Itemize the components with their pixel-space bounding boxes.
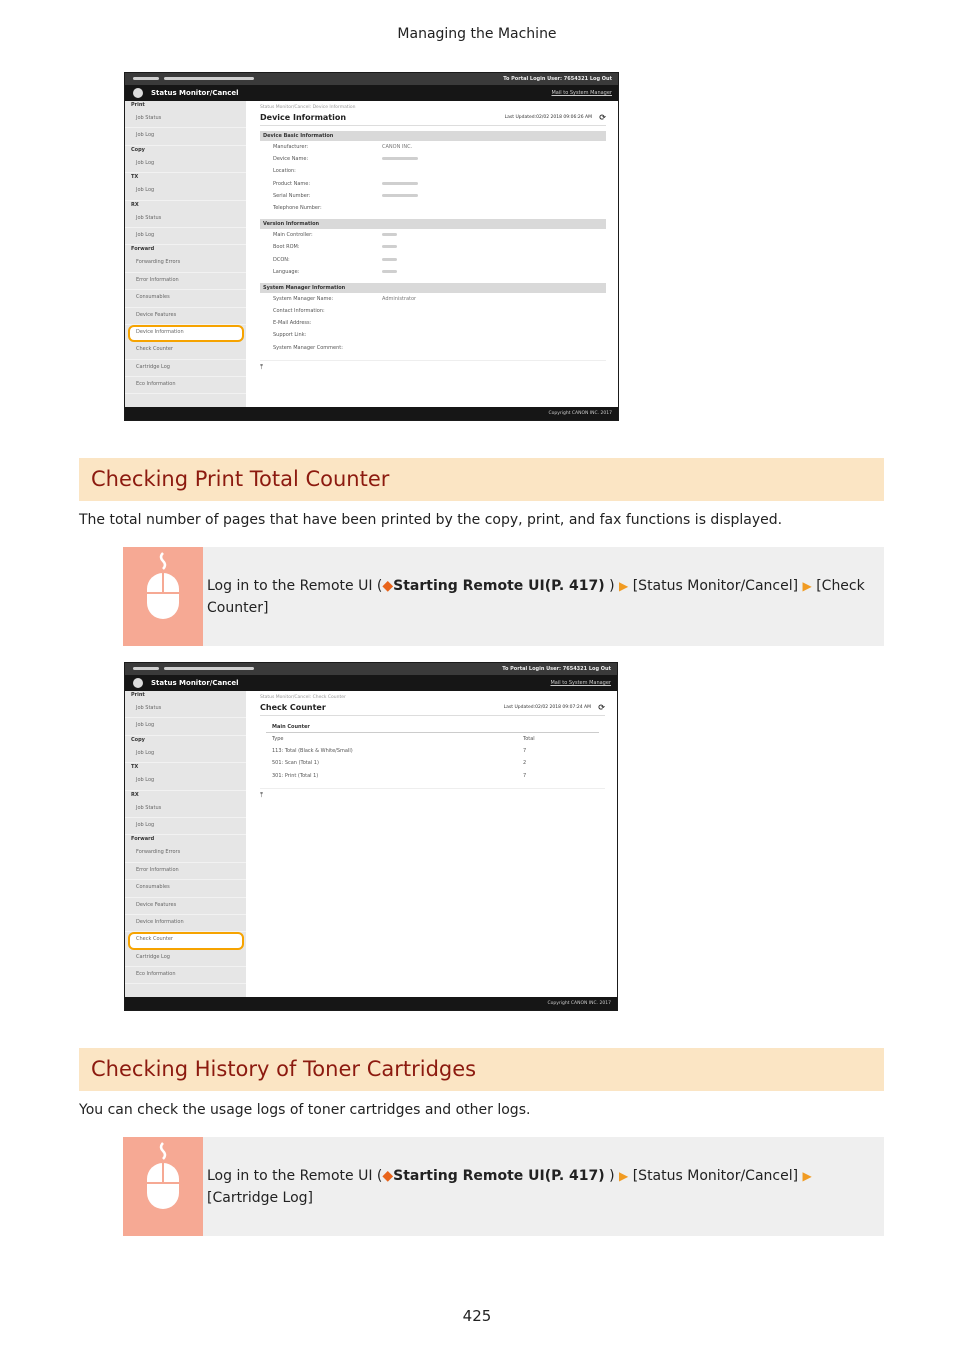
copyright: Copyright CANON INC. 2017 [125, 997, 617, 1010]
remote-ui-screenshot-check-counter [124, 662, 618, 1011]
table-row: 501: Scan (Total 1) 2 [272, 760, 527, 767]
link-arrow-icon: ◆ [382, 578, 394, 594]
sidebar-group: Print [131, 102, 145, 108]
mouse-click-icon [123, 1137, 203, 1236]
sidebar-group: RX [131, 201, 139, 208]
sidebar-group: Forward [131, 836, 155, 843]
procedure-text: Log in to the Remote UI (◆Starting Remote UI(P. 417) ) ▶ [Status Monitor/Cancel] ▶ [Cartridge Log] [207, 1168, 812, 1206]
remote-ui-main [246, 691, 617, 997]
section-title: Checking Print Total Counter [91, 467, 390, 491]
sidebar-item[interactable]: Error Information [125, 863, 246, 880]
remote-ui-topbar-links[interactable]: To Portal Login User: 7654321 Log Out [502, 666, 611, 672]
sidebar-item[interactable]: Job Status [125, 211, 246, 228]
page-number: 425 [462, 1307, 492, 1325]
breadcrumb: Status Monitor/Cancel: Device Information [260, 105, 356, 110]
sidebar-group: Print [131, 692, 145, 698]
info-section-title: System Manager Information [260, 283, 606, 293]
table-row: 113: Total (Black & White/Small) 7 [272, 748, 527, 755]
sidebar-group: TX [131, 174, 139, 181]
status-monitor-icon [133, 88, 143, 98]
info-row: Support Link: [273, 332, 307, 339]
sidebar-item[interactable]: Eco Information [125, 377, 246, 394]
remote-ui-titlebar [125, 85, 618, 101]
sidebar-item[interactable]: Job Log [125, 746, 246, 763]
sidebar-item[interactable]: Eco Information [125, 967, 246, 984]
sidebar-item[interactable]: Device Information [125, 915, 246, 932]
step-arrow-icon: ▶ [802, 1169, 812, 1183]
back-to-top-icon[interactable]: ⤒ [260, 788, 605, 800]
sidebar-item[interactable]: Job Log [125, 156, 246, 173]
table-row: 301: Print (Total 1) 7 [272, 772, 527, 779]
sidebar-item[interactable]: Device Information [128, 325, 244, 342]
sidebar-item[interactable]: Device Features [125, 308, 246, 325]
info-row: E-Mail Address: [273, 320, 312, 327]
info-row: Language: [260, 266, 606, 278]
refresh-icon[interactable]: ⟳ [598, 703, 605, 712]
sidebar-item[interactable]: Job Log [125, 183, 246, 200]
sidebar-item[interactable]: Consumables [125, 290, 246, 307]
copyright: Copyright CANON INC. 2017 [125, 407, 618, 420]
sidebar-item[interactable]: Check Counter [128, 932, 244, 949]
procedure-step [123, 547, 884, 646]
sidebar-group: TX [131, 764, 139, 771]
last-updated: Last Updated:02/02 2018 09:07:24 AM [503, 705, 591, 710]
sidebar-item[interactable]: Job Status [125, 801, 246, 818]
sidebar-item[interactable]: Error Information [125, 273, 246, 290]
procedure-text: Log in to the Remote UI (◆Starting Remote UI(P. 417) ) ▶ [Status Monitor/Cancel] ▶ [Check Counter] [207, 578, 865, 616]
section-heading-print-total [79, 458, 884, 501]
refresh-icon[interactable]: ⟳ [599, 113, 606, 122]
sidebar-group: Copy [131, 146, 145, 153]
info-row: Contact Information: [273, 308, 325, 315]
page-title: Device Information Last Updated:02/02 2018 09:06:26 AM ⟳ [260, 113, 606, 126]
sidebar-group: Forward [131, 246, 155, 253]
info-row: Telephone Number: [273, 204, 322, 211]
page-title: Check Counter Last Updated:02/02 2018 09:07:24 AM ⟳ [260, 703, 605, 716]
sidebar-item[interactable]: Job Status [125, 701, 246, 718]
mouse-click-icon [123, 547, 203, 646]
section-heading-toner-history [79, 1048, 884, 1091]
sidebar-group: Copy [131, 736, 145, 743]
remote-ui-screenshot-device-information [124, 72, 619, 421]
main-counter-title: Main Counter [266, 716, 599, 733]
remote-ui-title: Status Monitor/Cancel [151, 89, 239, 97]
sidebar-item[interactable]: Forwarding Errors [125, 845, 246, 862]
page-header: Managing the Machine [397, 26, 557, 42]
remote-ui-topbar-links[interactable]: To Portal Login User: 7654321 Log Out [503, 76, 612, 82]
info-row: Boot ROM: [260, 241, 606, 253]
remote-ui-sidebar [125, 691, 246, 997]
info-row: System Manager Comment: [273, 344, 343, 351]
sidebar-item[interactable]: Check Counter [125, 342, 246, 359]
remote-ui-topbar [125, 73, 618, 85]
starting-remote-ui-link[interactable]: Starting Remote UI(P. 417) [393, 578, 605, 594]
breadcrumb: Status Monitor/Cancel: Check Counter [260, 695, 346, 700]
step-arrow-icon: ▶ [619, 1169, 629, 1183]
remote-ui-titlebar [125, 675, 617, 691]
section-title: Checking History of Toner Cartridges [91, 1057, 477, 1081]
info-section-title: Version Information [260, 219, 606, 229]
procedure-step [123, 1137, 884, 1236]
sidebar-item[interactable]: Consumables [125, 880, 246, 897]
info-section-title: Device Basic Information [260, 131, 606, 141]
section-description: You can check the usage logs of toner cartridges and other logs. [79, 1102, 531, 1118]
starting-remote-ui-link[interactable]: Starting Remote UI(P. 417) [393, 1168, 605, 1184]
mail-to-system-manager-link[interactable]: Mail to System Manager [551, 90, 612, 96]
remote-ui-sidebar [125, 101, 246, 407]
counter-header-row: Type Total [272, 736, 535, 742]
back-to-top-icon[interactable]: ⤒ [260, 360, 606, 372]
counter-rows [260, 745, 605, 782]
section-description: The total number of pages that have been printed by the copy, print, and fax functions is displayed. [79, 512, 783, 528]
sidebar-item[interactable]: Job Log [125, 128, 246, 145]
info-row: Device Name: [260, 153, 606, 165]
sidebar-item[interactable]: Device Features [125, 898, 246, 915]
sidebar-item[interactable]: Job Log [125, 718, 246, 735]
info-row: Serial Number: [260, 190, 606, 202]
remote-ui-topbar [125, 663, 617, 675]
status-monitor-icon [133, 678, 143, 688]
last-updated: Last Updated:02/02 2018 09:06:26 AM [504, 115, 592, 120]
info-row: Main Controller: [260, 229, 606, 241]
step-arrow-icon: ▶ [619, 579, 629, 593]
sidebar-item[interactable]: Cartridge Log [125, 360, 246, 377]
remote-ui-main [246, 101, 618, 407]
remote-ui-title: Status Monitor/Cancel [151, 679, 239, 687]
sidebar-item[interactable]: Cartridge Log [125, 950, 246, 967]
info-row: Manufacturer: CANON INC. [273, 144, 413, 150]
info-row: System Manager Name: Administrator [273, 295, 417, 302]
sidebar-item[interactable]: Job Log [125, 773, 246, 790]
sidebar-item[interactable]: Forwarding Errors [125, 255, 246, 272]
sidebar-item[interactable]: Job Log [125, 818, 246, 835]
device-info-sections [260, 131, 606, 354]
sidebar-item[interactable]: Job Log [125, 228, 246, 245]
mail-to-system-manager-link[interactable]: Mail to System Manager [550, 680, 611, 686]
info-row: DCON: [260, 254, 606, 266]
info-row: Location: [273, 168, 296, 175]
link-arrow-icon: ◆ [382, 1168, 394, 1184]
step-arrow-icon: ▶ [802, 579, 812, 593]
sidebar-item[interactable]: Job Status [125, 111, 246, 128]
sidebar-group: RX [131, 791, 139, 798]
info-row: Product Name: [260, 178, 606, 190]
